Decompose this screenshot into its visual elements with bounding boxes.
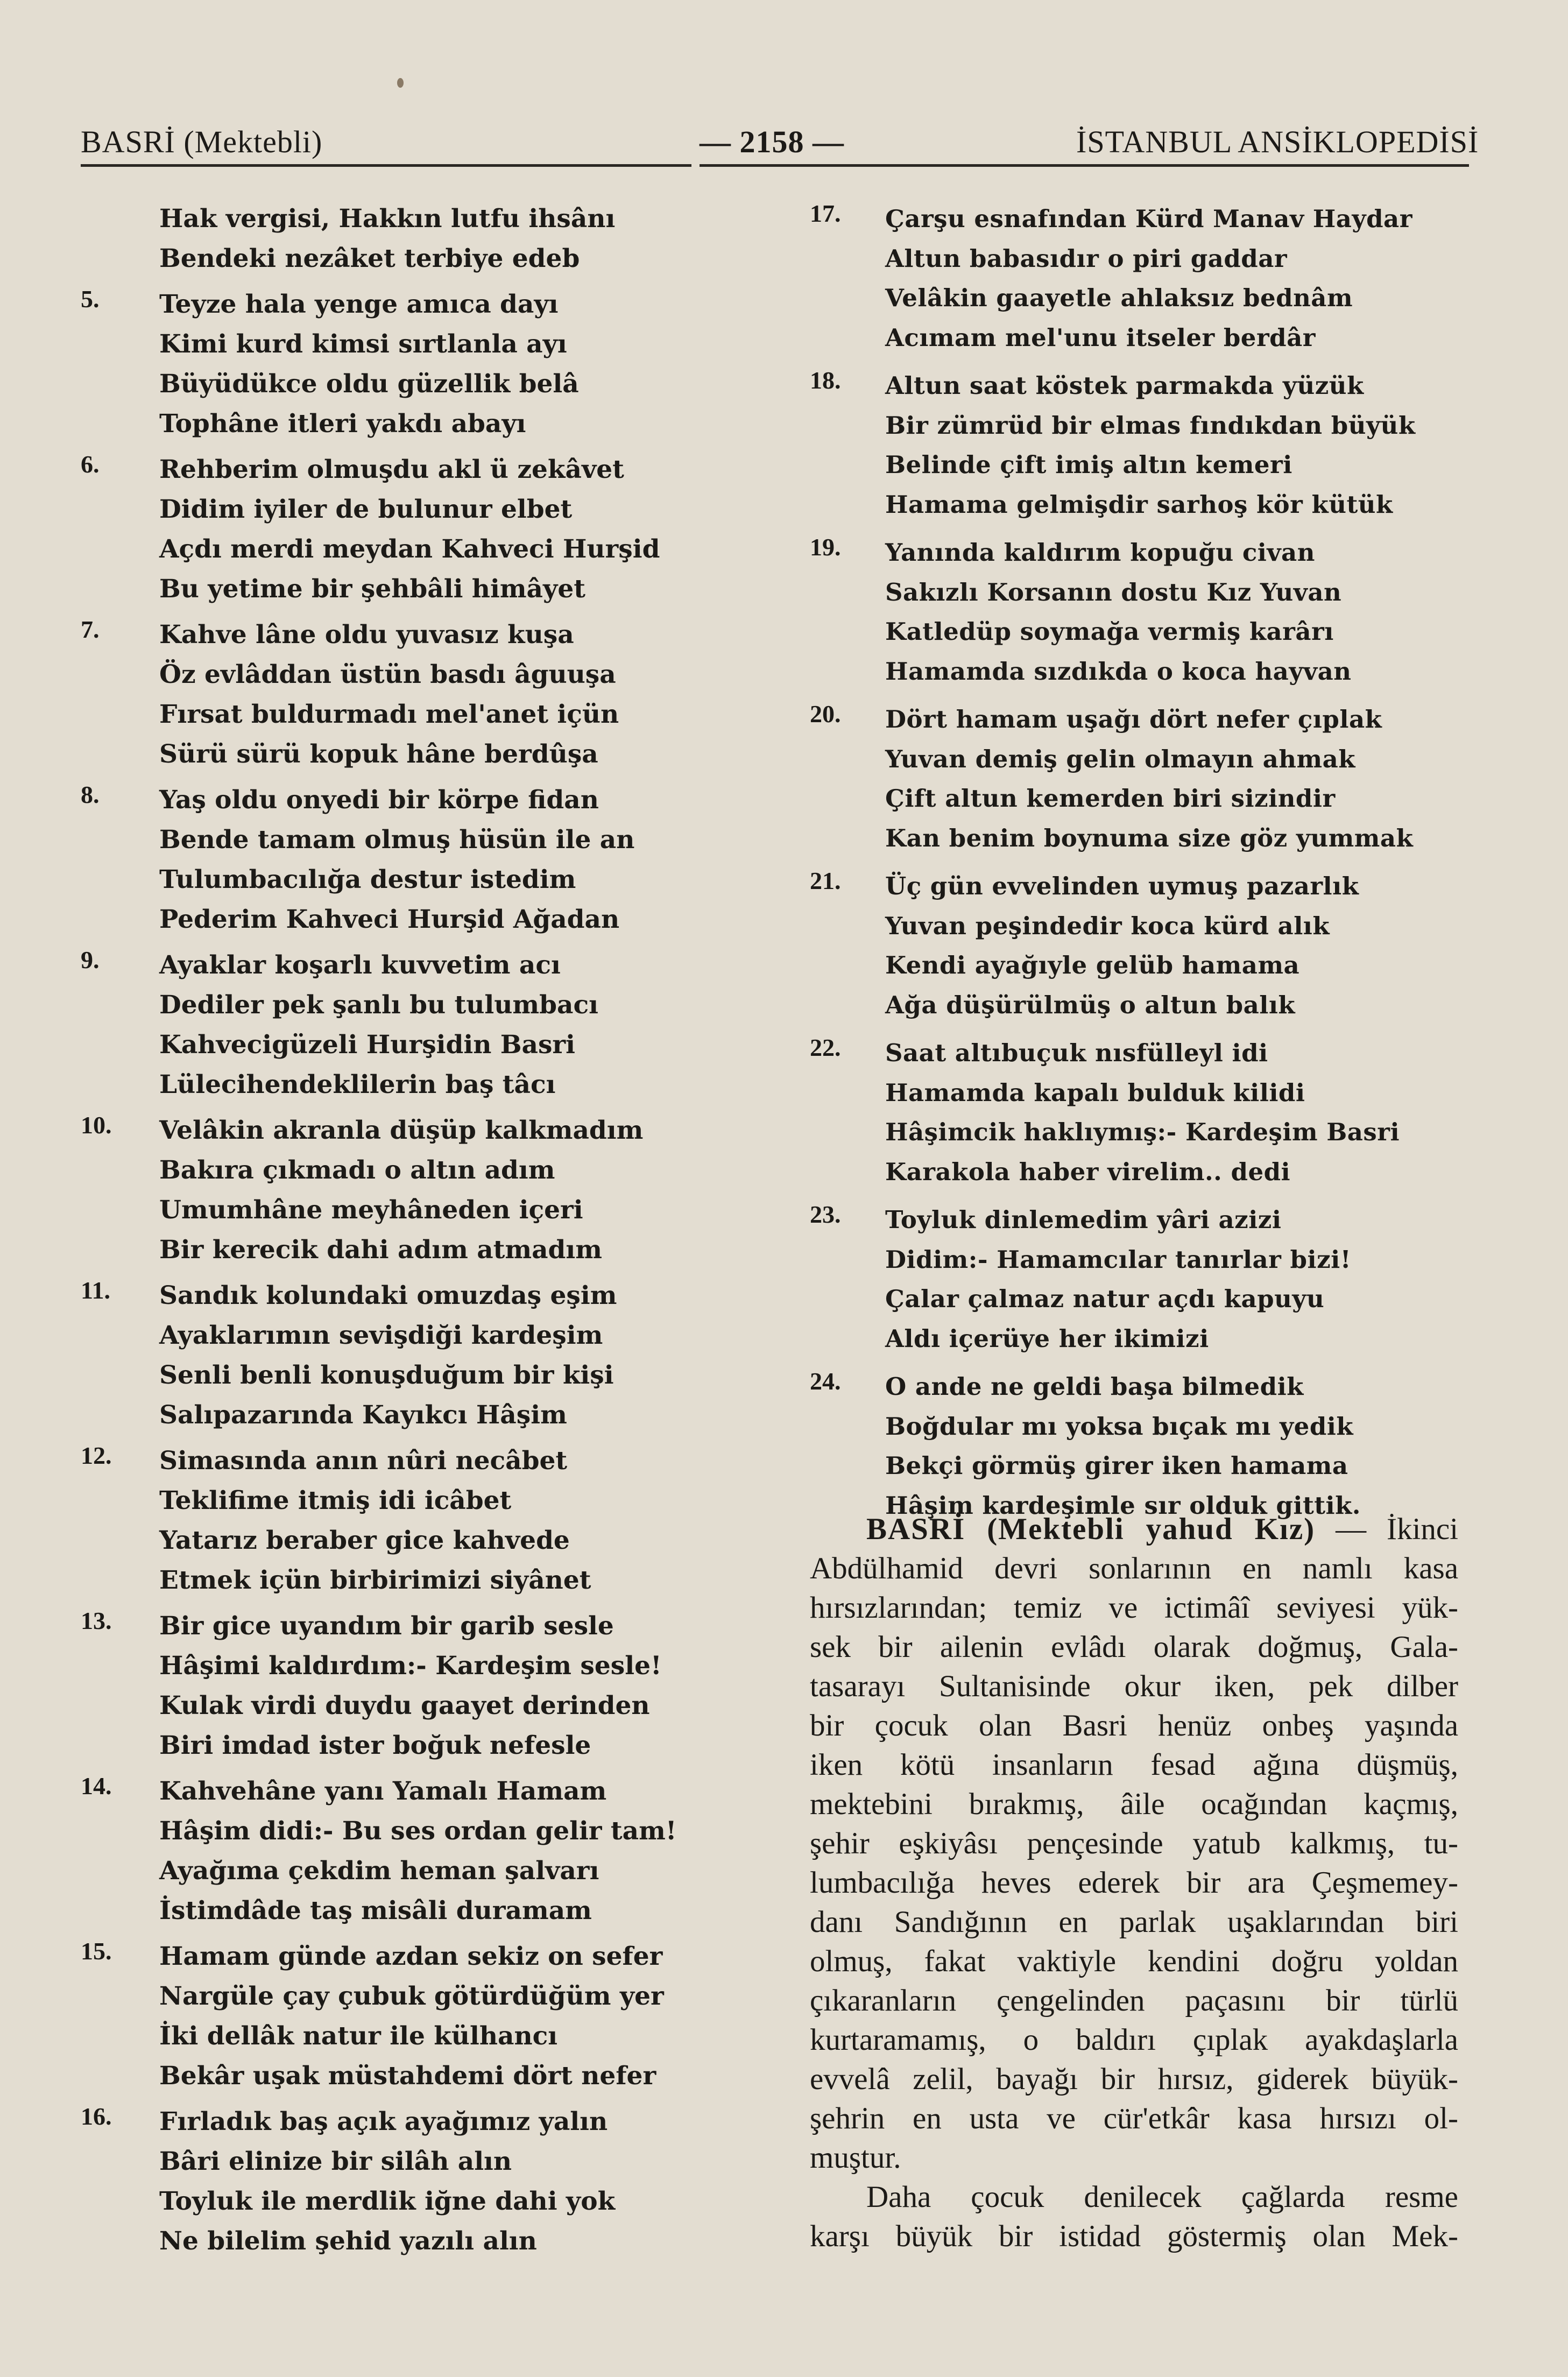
stanza-number: 8. (81, 781, 100, 808)
poem-line: Hamamda sızdıkda o koca hayvan (885, 657, 1352, 686)
stanza-number: 5. (81, 285, 100, 313)
poem-line: Bakıra çıkmadı o altın adım (159, 1155, 555, 1185)
poem-line: Biri imdad ister boğuk nefesle (159, 1731, 591, 1760)
poem-stanza (81, 199, 700, 279)
article-paragraph-2 (810, 2177, 1458, 2256)
poem-line: Bir kerecik dahi adım atmadım (159, 1235, 603, 1265)
poem-line: Bendeki nezâket terbiye edeb (159, 244, 580, 273)
header-publication-title: İSTANBUL ANSİKLOPEDİSİ (1076, 124, 1479, 159)
poem-line: Altun babasıdır o piri gaddar (885, 244, 1288, 273)
poem-line: Hamama gelmişdir sarhoş kör kütük (885, 490, 1393, 519)
poem-line: Hak vergisi, Hakkın lutfu ihsânı (159, 204, 616, 234)
poem-line: Dediler pek şanlı bu tulumbacı (159, 990, 598, 1020)
poem-line: Lülecihendeklilerin baş tâcı (159, 1070, 556, 1099)
poem-line: Hâşim didi:- Bu ses ordan gelir tam! (159, 1816, 677, 1846)
poem-line: Didim iyiler de bulunur elbet (159, 495, 573, 524)
poem-line: Çarşu esnafından Kürd Manav Haydar (885, 204, 1412, 233)
poem-line: Fırladık baş açık ayağımız yalın (159, 2107, 608, 2136)
article-line: sek bir ailenin evlâdı olarak doğmuş, Gala- (810, 1630, 1458, 1664)
page-header (0, 113, 1568, 172)
poem-line: Ayaklarımın sevişdiği kardeşim (159, 1321, 603, 1350)
poem-line: Kahvehâne yanı Yamalı Hamam (159, 1776, 607, 1806)
poem-line: Ayağıma çekdim heman şalvarı (159, 1856, 599, 1886)
poem-line: Nargüle çay çubuk götürdüğüm yer (159, 1981, 664, 2011)
poem-line: Katledüp soymağa vermiş karârı (885, 617, 1334, 646)
stanza-number: 13. (81, 1607, 112, 1634)
poem-stanza (81, 1937, 700, 2096)
poem-line: Velâkin gaayetle ahlaksız bednâm (885, 284, 1353, 312)
stanza-number: 17. (810, 200, 841, 227)
article-line: Daha çocuk denilecek çağlarda resme (866, 2180, 1458, 2214)
poem-line: Kulak virdi duydu gaayet derinden (159, 1691, 650, 1720)
poem-line: Yaş oldu onyedi bir körpe fidan (159, 785, 599, 815)
poem-line: Altun saat köstek parmakda yüzük (885, 371, 1364, 400)
poem-line: Yuvan demiş gelin olmayın ahmak (885, 744, 1355, 773)
poem-line: Tulumbacılığa destur istedim (159, 865, 576, 894)
poem-stanza (810, 199, 1472, 357)
poem-line: Karakola haber virelim.. dedi (885, 1157, 1291, 1186)
poem-line: Ağa düşürülmüş o altun balık (885, 990, 1296, 1019)
article-line: mektebini bırakmış, âile ocağından kaçmış, (810, 1787, 1458, 1821)
poem-line: Pederim Kahveci Hurşid Ağadan (159, 905, 620, 934)
poem-stanza (810, 700, 1472, 858)
stanza-number: 18. (810, 366, 841, 394)
poem-stanza (81, 285, 700, 444)
poem-line: O ande ne geldi başa bilmedik (885, 1372, 1304, 1401)
stanza-number: 22. (810, 1034, 841, 1061)
poem-line: Ayaklar koşarlı kuvvetim acı (159, 950, 561, 980)
article-line: bir çocuk olan Basri henüz onbeş yaşında (810, 1709, 1458, 1743)
poem-line: Teyze hala yenge amıca dayı (159, 290, 559, 319)
poem-line: Saat altıbuçuk nısfülleyl idi (885, 1039, 1268, 1067)
poem-line: Senli benli konuşduğum bir kişi (159, 1360, 614, 1390)
stanza-number: 7. (81, 616, 100, 643)
poem-line: Bu yetime bir şehbâli himâyet (159, 574, 585, 604)
poem-stanza (81, 780, 700, 940)
article-line: şehrin en usta ve cür'etkâr kasa hırsızı ol- (810, 2101, 1458, 2135)
poem-line: Etmek içün birbirimizi siyânet (159, 1565, 591, 1595)
article-paragraph-1 (810, 1549, 1458, 2177)
poem-stanza (810, 1033, 1472, 1191)
poem-line: Büyüdükce oldu güzellik belâ (159, 369, 579, 399)
title-dash: — (1336, 1512, 1367, 1546)
poem-line: Hamam günde azdan sekiz on sefer (159, 1942, 663, 1971)
poem-line: Rehberim olmuşdu akl ü zekâvet (159, 455, 624, 484)
poem-stanza (81, 450, 700, 609)
article-line: iken kötü insanların fesad ağına düşmüş, (810, 1748, 1458, 1782)
article-line: kurtaramamış, o baldırı çıplak ayakdaşlarla (810, 2023, 1458, 2057)
poem-line: Sakızlı Korsanın dostu Kız Yuvan (885, 577, 1342, 606)
poem-line: Kan benim boynuma size göz yummak (885, 823, 1414, 852)
poem-line: Hâşim kardeşimle sır olduk gittik. (885, 1491, 1361, 1520)
poem-line: Umumhâne meyhâneden içeri (159, 1195, 583, 1225)
poem-stanza (81, 1441, 700, 1600)
poem-line: Toyluk dinlemedim yâri azizi (885, 1205, 1282, 1234)
poem-stanza (81, 615, 700, 774)
poem-line: Yanında kaldırım kopuğu civan (885, 538, 1315, 567)
poem-line: Tophâne itleri yakdı abayı (159, 409, 526, 439)
poem-stanza (810, 1367, 1472, 1525)
poem-line: Bende tamam olmuş hüsün ile an (159, 825, 635, 855)
stanza-number: 11. (81, 1276, 110, 1304)
poem-line: Teklifime itmiş idi icâbet (159, 1486, 512, 1515)
stanza-number: 19. (810, 533, 841, 561)
article-line: hırsızlarından; temiz ve ictimâî seviyesi yük- (810, 1591, 1458, 1625)
poem-line: Kahve lâne oldu yuvasız kuşa (159, 620, 574, 650)
poem-line: Velâkin akranla düşüp kalkmadım (159, 1116, 644, 1145)
poem-line: Bekâr uşak müstahdemi dört nefer (159, 2061, 656, 2091)
poem-line: Bekçi görmüş girer iken hamama (885, 1451, 1348, 1480)
poem-line: Didim:- Hamamcılar tanırlar bizi! (885, 1245, 1351, 1274)
article-line: karşı büyük bir istidad göstermiş olan Mek- (810, 2219, 1458, 2253)
poem-line: Dört hamam uşağı dört nefer çıplak (885, 705, 1382, 733)
poem-line: Kahvecigüzeli Hurşidin Basri (159, 1030, 576, 1060)
poem-line: Toyluk ile merdlik iğne dahi yok (159, 2186, 616, 2216)
article-line: Abdülhamid devri sonlarının en namlı kasa (810, 1551, 1458, 1585)
poem-line: Boğdular mı yoksa bıçak mı yedik (885, 1412, 1354, 1441)
stanza-number: 14. (81, 1772, 112, 1800)
page-number: — 2158 — (700, 124, 844, 159)
article-first-word: İkinci (1387, 1512, 1459, 1546)
article-line: tasarayı Sultanisinde okur iken, pek dilber (810, 1669, 1458, 1703)
poem-line: Kimi kurd kimsi sırtlanla ayı (159, 329, 567, 359)
poem-stanza (81, 1111, 700, 1270)
poem-line: Çalar çalmaz natur açdı kapuyu (885, 1285, 1325, 1313)
poem-line: Belinde çift imiş altın kemeri (885, 450, 1292, 479)
poem-stanza (810, 866, 1472, 1025)
poem-line: Yatarız beraber gice kahvede (159, 1526, 570, 1555)
poem-stanza (81, 2102, 700, 2261)
poem-stanza (810, 533, 1472, 691)
poem-line: Kendi ayağıyle gelüb hamama (885, 951, 1300, 979)
poem-line: Öz evlâddan üstün basdı âguuşa (159, 660, 616, 689)
poem-line: Fırsat buldurmadı mel'anet içün (159, 700, 619, 729)
poem-line: Hâşimcik haklıymış:- Kardeşim Basri (885, 1118, 1400, 1146)
header-rule-right (700, 164, 1469, 167)
poem-column-right (810, 199, 1472, 1534)
poem-stanza (81, 1276, 700, 1435)
poem-line: Hâşimi kaldırdım:- Kardeşim sesle! (159, 1651, 662, 1681)
poem-stanza (81, 946, 700, 1105)
poem-stanza (81, 1772, 700, 1931)
article-line: çıkaranların çengelinden paçasını bir türlü (810, 1984, 1458, 2018)
stanza-number: 10. (81, 1111, 112, 1139)
article-line: muştur. (810, 2141, 901, 2175)
stanza-number: 12. (81, 1442, 112, 1469)
poem-line: İstimdâde taş misâli duramam (159, 1896, 592, 1925)
poem-line: Bâri elinize bir silâh alın (159, 2147, 512, 2176)
poem-line: Yuvan peşindedir koca kürd alık (885, 911, 1330, 940)
poem-line: Hamamda kapalı bulduk kilidi (885, 1078, 1305, 1107)
stanza-number: 6. (81, 450, 100, 478)
poem-line: Sandık kolundaki omuzdaş eşim (159, 1281, 617, 1310)
poem-line: Salıpazarında Kayıkcı Hâşim (159, 1400, 567, 1430)
poem-line: Çift altun kemerden biri sizindir (885, 784, 1336, 813)
poem-column-left (81, 199, 700, 2267)
poem-line: Açdı merdi meydan Kahveci Hurşid (159, 534, 660, 564)
poem-line: Bir zümrüd bir elmas fındıkdan büyük (885, 411, 1416, 440)
poem-line: Simasında anın nûri necâbet (159, 1446, 568, 1476)
poem-stanza (810, 1200, 1472, 1358)
article-line: lumbacılığa heves ederek bir ara Çeşmemey- (810, 1866, 1458, 1900)
stanza-number: 23. (810, 1201, 841, 1228)
article-first-line (810, 1510, 1458, 1549)
poem-line: Aldı içerüye her ikimizi (885, 1324, 1209, 1353)
poem-line: Sürü sürü kopuk hâne berdûşa (159, 739, 598, 769)
header-rule-left (81, 164, 691, 167)
stanza-number: 20. (810, 700, 841, 728)
header-entry-title: BASRİ (Mektebli) (81, 124, 323, 159)
article-line: danı Sandığının en parlak uşaklarından biri (810, 1905, 1458, 1939)
article-text (810, 1510, 1458, 2256)
stanza-number: 9. (81, 946, 100, 974)
article-line: olmuş, fakat vaktiyle kendini doğru yoldan (810, 1944, 1458, 1978)
poem-stanza (810, 366, 1472, 524)
stanza-number: 24. (810, 1367, 841, 1395)
article-title: BASRİ (Mektebli yahud Kız) (866, 1512, 1316, 1546)
poem-line: İki dellâk natur ile külhancı (159, 2021, 558, 2051)
poem-line: Acımam mel'unu itseler berdâr (885, 323, 1316, 352)
stanza-number: 16. (81, 2103, 112, 2130)
stanza-number: 15. (81, 1937, 112, 1965)
stanza-number: 21. (810, 867, 841, 894)
poem-line: Ne bilelim şehid yazılı alın (159, 2226, 537, 2256)
article-line: evvelâ zelil, bayağı bir hırsız, giderek büyük- (810, 2062, 1458, 2096)
article-line: şehir eşkiyâsı pençesinde yatub kalkmış, tu- (810, 1826, 1458, 1860)
ink-speck (397, 78, 404, 88)
poem-line: Üç gün evvelinden uymuş pazarlık (885, 872, 1359, 900)
poem-stanza (81, 1606, 700, 1766)
poem-line: Bir gice uyandım bir garib sesle (159, 1611, 614, 1641)
